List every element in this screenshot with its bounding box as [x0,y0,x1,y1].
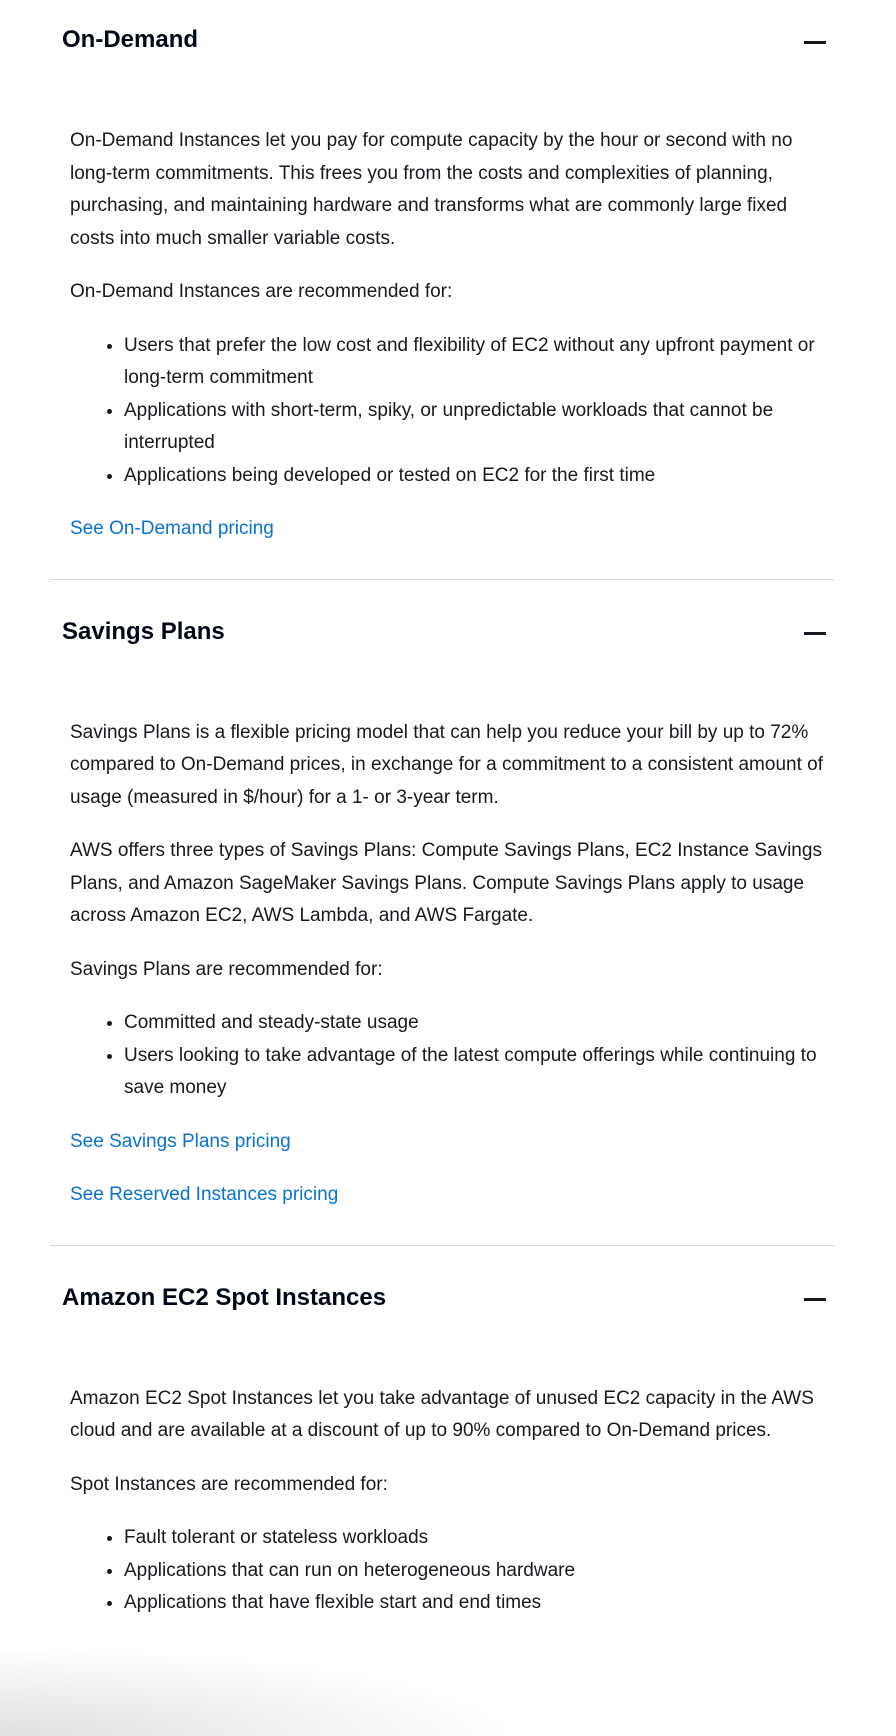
paragraph: On-Demand Instances are recommended for: [70,281,453,302]
section-on-demand [50,0,834,546]
collapse-minus-icon[interactable] [804,1298,826,1301]
recommendation-list [70,1007,824,1105]
section-body [50,1383,834,1620]
list-item: • Applications that can run on heterogeneous hardware [124,1555,824,1588]
reserved-instances-pricing-link[interactable]: See Reserved Instances pricing [70,1184,339,1205]
section-title: On-Demand [62,26,199,53]
section-title: Amazon EC2 Spot Instances [62,1283,387,1311]
paragraph: Spot Instances are recommended for: [70,1473,388,1495]
section-header-savings-plans[interactable] [50,616,834,648]
paragraph: On-Demand Instances let you pay for compute capacity by the hour or second with no long-term commitments. This frees you from the costs and complexities of planning, purchasing, and maintaining hardware and transforms what are commonly large fixed costs into much smaller variable costs. [70,130,793,249]
section-body [50,125,834,546]
collapse-minus-icon[interactable] [804,632,826,635]
list-item: • Committed and steady-state usage [124,1007,824,1040]
list-item: • Applications being developed or tested on EC2 for the first time [124,460,824,493]
paragraph: Savings Plans is a flexible pricing model that can help you reduce your bill by up to 72% compared to On-Demand prices, in exchange for a commitment to a consistent amount of usage (measured in $/hour) for a 1- or 3-year term. [70,721,823,808]
savings-plans-pricing-link[interactable]: See Savings Plans pricing [70,1130,291,1152]
paragraph: AWS offers three types of Savings Plans: Compute Savings Plans, EC2 Instance Savings Plans, and Amazon SageMaker Savings Plans. Compute Savings Plans apply to usage across Amazon EC2, AWS Lambda, and AWS Fargate. [70,840,822,926]
list-item: • Users looking to take advantage of the latest compute offerings while continuing to save money [124,1040,824,1105]
section-header-spot-instances[interactable] [50,1282,834,1314]
recommendation-list [70,1522,824,1620]
list-item: • Applications with short-term, spiky, or unpredictable workloads that cannot be interrupted [124,395,824,460]
paragraph: Savings Plans are recommended for: [70,958,383,980]
section-header-on-demand[interactable] [50,24,834,56]
list-item: • Applications that have flexible start and end times [124,1587,824,1620]
section-title: Savings Plans [62,617,225,645]
on-demand-pricing-link[interactable]: See On-Demand pricing [70,518,274,539]
section-savings-plans [50,616,834,1212]
list-item: • Fault tolerant or stateless workloads [124,1522,824,1555]
section-spot-instances [50,1282,834,1620]
divider [50,579,834,580]
divider [50,1245,834,1246]
bottom-shadow [0,1646,520,1736]
list-item: • Users that prefer the low cost and flexibility of EC2 without any upfront payment or long-term commitment [124,330,824,395]
collapse-minus-icon[interactable] [804,41,826,44]
recommendation-list [70,330,824,493]
section-body [50,717,834,1212]
paragraph: Amazon EC2 Spot Instances let you take advantage of unused EC2 capacity in the AWS cloud and are available at a discount of up to 90% compared to On-Demand prices. [70,1387,814,1441]
